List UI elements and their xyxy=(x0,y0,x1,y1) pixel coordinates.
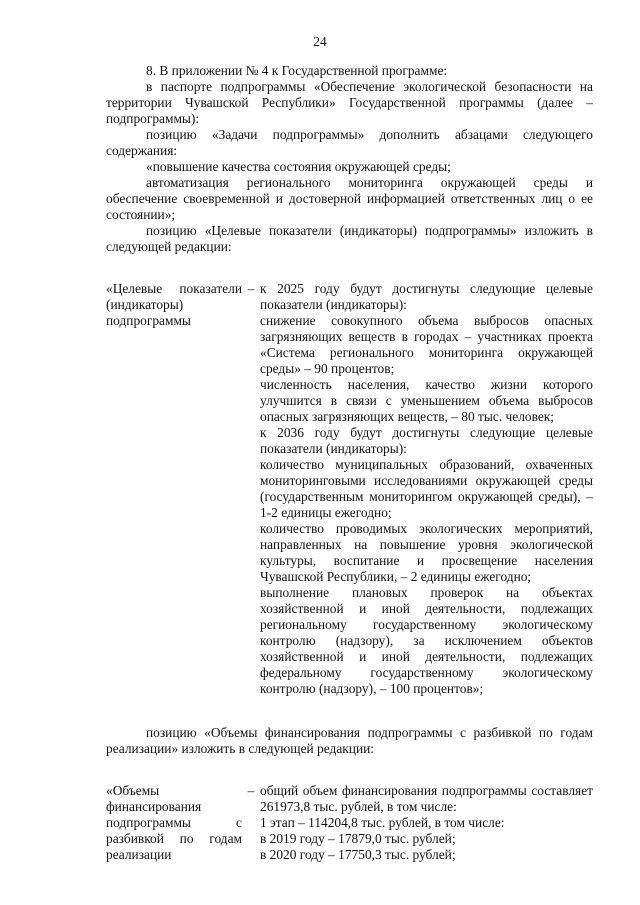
financing-table-row xyxy=(106,783,593,863)
page-number: 24 xyxy=(313,34,327,49)
financing-value-line: в 2020 году – 17750,3 тыс. рублей; xyxy=(260,847,456,862)
target-value-line: к 2036 году будут достигнуты следующие целевые показатели (индикаторы): xyxy=(260,425,593,456)
financing-value-line: в 2019 году – 17879,0 тыс. рублей; xyxy=(260,831,456,846)
financing-value-line: общий объем финансирования подпрограммы составляет 261973,8 тыс. рублей, в том числе: xyxy=(260,783,593,814)
paragraph-tasks: позицию «Задачи подпрограммы» дополнить абзацами следующего содержания: xyxy=(106,127,593,158)
targets-values xyxy=(260,281,593,697)
paragraph-targets-intro: позицию «Целевые показатели (индикаторы) подпрограммы» изложить в следующей редакции: xyxy=(106,223,593,254)
paragraph-automation: автоматизация регионального мониторинга окружающей среды и обеспечение своевременной и достоверной информацией ответственных лиц о ее состоянии»; xyxy=(106,175,593,222)
targets-table-row xyxy=(106,281,593,697)
financing-dash: – xyxy=(247,783,255,798)
target-value-line: выполнение плановых проверок на объектах хозяйственной и иной деятельности, подлежащих региональному государственному экологическому контролю (надзору), за исключением объектов хозяйственной и иной деятельности, подлежащих федеральному государственному экологическому контролю (надзору), – 100 процентов»; xyxy=(260,585,593,696)
target-value-line: к 2025 году будут достигнуты следующие целевые показатели (индикаторы): xyxy=(260,281,593,312)
target-value-line: количество проводимых экологических мероприятий, направленных на повышение уровня экологической культуры, воспитание и просвещение населения Чувашской Республики, – 2 единицы ежегодно; xyxy=(260,521,593,584)
financing-label: «Объемы финансирования подпрограммы с разбивкой по годам реализации xyxy=(106,783,242,862)
target-value-line: численность населения, качество жизни которого улучшится в связи с уменьшением объема выбросов опасных загрязняющих веществ, – 80 тыс. человек; xyxy=(260,377,593,424)
target-value-line: количество муниципальных образований, охваченных мониторинговыми исследованиями окружающей среды (государственным мониторингом окружающей среды), – 1-2 единицы ежегодно; xyxy=(260,457,593,520)
document-body xyxy=(106,63,593,863)
target-value-line: снижение совокупного объема выбросов опасных загрязняющих веществ в городах – участниках проекта «Система регионального мониторинга окружающей среды» – 90 процентов; xyxy=(260,313,593,376)
financing-value-line: 1 этап – 114204,8 тыс. рублей, в том числе: xyxy=(260,815,505,830)
targets-label: «Целевые показатели (индикаторы) подпрограммы xyxy=(106,281,242,328)
paragraph-passport: в паспорте подпрограммы «Обеспечение экологической безопасности на территории Чувашской Республики» Государственной программы (далее – подпрограммы): xyxy=(106,79,593,126)
financing-values xyxy=(260,783,593,863)
paragraph-quality: «повышение качества состояния окружающей среды; xyxy=(146,159,451,174)
paragraph-financing-intro: позицию «Объемы финансирования подпрограммы с разбивкой по годам реализации» изложить в следующей редакции: xyxy=(106,725,593,756)
paragraph-item-change: 8. В приложении № 4 к Государственной программе: xyxy=(146,63,448,78)
targets-dash: – xyxy=(247,281,255,296)
